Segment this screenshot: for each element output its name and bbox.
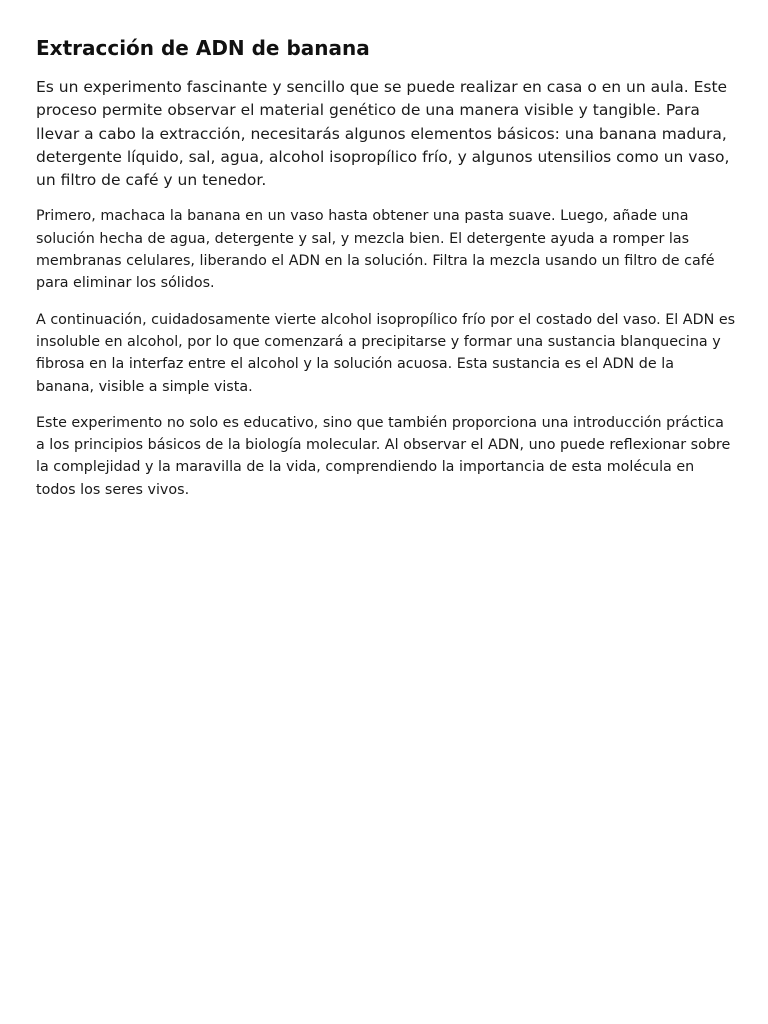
lead-paragraph: Es un experimento fascinante y sencillo que se puede realizar en casa o en un aula. Este proceso permite observar el material genético de una manera visible y tangible. Para llevar a cabo la extracción, necesitarás algunos elementos básicos: una banana madura, detergente líquido, sal, agua, alcohol isopropílico frío, y algunos utensilios como un vaso, un filtro de café y un tenedor. — [36, 78, 730, 190]
document-body — [36, 34, 736, 515]
body-paragraph: A continuación, cuidadosamente vierte alcohol isopropílico frío por el costado del vaso. El ADN es insoluble en alcohol, por lo que comenzará a precipitarse y formar una sustancia blanquecina y fibrosa en la interfaz entre el alcohol y la solución acuosa. Esta sustancia es el ADN de la banana, visible a simple vista. — [36, 311, 736, 395]
body-paragraph: Primero, machaca la banana en un vaso hasta obtener una pasta suave. Luego, añade una solución hecha de agua, detergente y sal, y mezcla bien. El detergente ayuda a romper las membranas celulares, liberando el ADN en la solución. Filtra la mezcla usando un filtro de café para eliminar los sólidos. — [36, 208, 715, 292]
document-title: Extracción de ADN de banana — [36, 36, 370, 60]
body-paragraph: Este experimento no solo es educativo, sino que también proporciona una introducción práctica a los principios básicos de la biología molecular. Al observar el ADN, uno puede reflexionar sobre la complejidad y la maravilla de la vida, comprendiendo la importancia de esta molécula en todos los seres vivos. — [36, 414, 731, 498]
